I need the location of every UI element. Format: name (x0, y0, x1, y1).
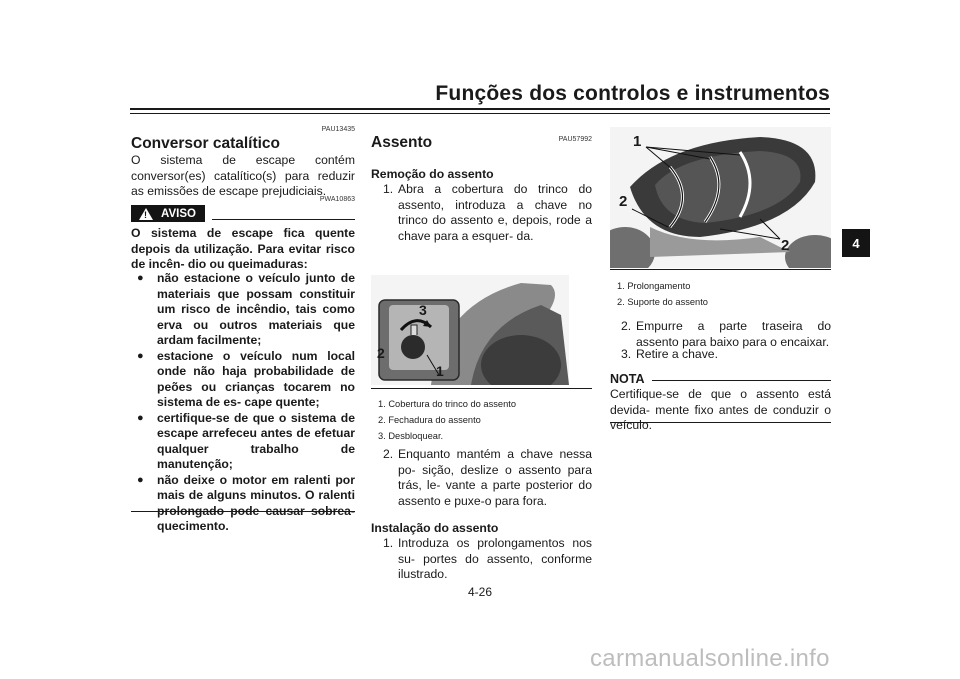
note-text: Certifique-se de que o assento está devida- mente fixo antes de conduzir o veículo. (610, 387, 831, 432)
caption-item: 3. Desbloquear. (378, 431, 444, 441)
bullet-icon: ● (137, 411, 144, 424)
caption-item: 1. Prolongamento (617, 281, 691, 291)
figure-label-2: 2 (781, 237, 790, 254)
figure-captions (617, 278, 831, 310)
bullet-icon: ● (137, 272, 144, 284)
figure-captions (378, 396, 592, 444)
removal-step-2: Enquanto mantém a chave nessa po- sição, deslize o assento para trás, le- vante a parte posterior do assento e puxe-o para fora. (398, 447, 592, 508)
seat-install-illustration (610, 127, 831, 268)
list-item: ● estacione o veículo num local onde não haja probabilidade de peões ou crianças tocarem no sistema de es- cape quente; (137, 348, 355, 409)
install-step-2-num: 2. (621, 319, 632, 333)
header-rule-thick (130, 108, 830, 110)
seat-lock-illustration (371, 275, 569, 385)
install-step-3-num: 3. (621, 347, 632, 361)
install-heading: Instalação do assento (371, 521, 499, 535)
warning-label: AVISO (161, 207, 196, 220)
list-item: ● não deixe o motor em ralenti por mais de alguns minutos. O ralenti prolongado pode causar sobrea- quecimento. (137, 472, 355, 533)
note-label: NOTA (610, 372, 645, 386)
watermark-text: carmanualsonline.info (590, 645, 830, 672)
list-item: ● não estacione o veículo junto de materiais que possam constituir um risco de incêndio, tais como erva ou outros materiais que ardam facilmente; (137, 271, 355, 347)
bullet-icon: ● (137, 473, 144, 486)
warning-bullet-list (131, 271, 355, 535)
seat-install-figure (610, 127, 831, 268)
figure-label-3: 3 (419, 302, 427, 318)
install-step-1: Introduza os prolongamentos nos su- portes do assento, conforme ilustrado. (398, 536, 592, 581)
figure-label-2: 2 (377, 345, 385, 361)
chapter-tab: 4 (842, 229, 870, 257)
caption-item: 2. Fechadura do assento (378, 415, 481, 425)
warning-triangle-icon: ! (139, 208, 153, 220)
header-rule-thin (130, 113, 830, 114)
caption-item: 2. Suporte do assento (617, 297, 708, 307)
section-code: PAU57992 (558, 136, 592, 143)
catalytic-intro: O sistema de escape contém conversor(es) catalítico(s) para reduzir as emissões de escape prejudiciais. (131, 153, 355, 198)
caption-item: 1. Cobertura do trinco do assento (378, 399, 516, 409)
install-step-2: Empurre a parte traseira do assento para baixo para o encaixar. (636, 319, 831, 349)
removal-step-1-num: 1. (383, 182, 394, 196)
removal-step-2-num: 2. (383, 447, 394, 461)
figure-bottom-rule (371, 388, 592, 389)
bullet-icon: ● (137, 349, 144, 362)
install-step-1-num: 1. (383, 536, 394, 550)
warning-code: PWA10863 (319, 196, 355, 203)
page-header-title: Funções dos controlos e instrumentos (435, 82, 830, 105)
warning-end-rule (131, 511, 355, 512)
figure-label-1: 1 (436, 363, 444, 379)
page-number: 4-26 (467, 585, 493, 599)
note-rule (652, 380, 831, 381)
removal-heading: Remoção do assento (371, 167, 494, 181)
removal-step-1: Abra a cobertura do trinco do assento, introduza a chave no trinco do assento e, depois, rode a chave para a esquer- da. (398, 182, 592, 243)
section-title-seat: Assento (371, 134, 433, 151)
install-step-3: Retire a chave. (636, 347, 718, 361)
section-title-catalytic: Conversor catalítico (131, 135, 281, 152)
note-end-rule (610, 422, 831, 423)
figure-label-1: 1 (633, 133, 642, 150)
section-code: PAU13435 (321, 126, 355, 133)
warning-badge (131, 205, 205, 222)
warning-rule (212, 219, 355, 220)
figure-bottom-rule (610, 269, 831, 270)
warning-text: O sistema de escape fica quente depois da utilização. Para evitar risco de incên- dio ou queimaduras: (131, 226, 355, 271)
list-item: ● certifique-se de que o sistema de escape arrefeceu antes de efetuar qualquer trabalho de manutenção; (137, 410, 355, 471)
seat-lock-figure (371, 275, 569, 385)
figure-label-2: 2 (619, 193, 628, 210)
